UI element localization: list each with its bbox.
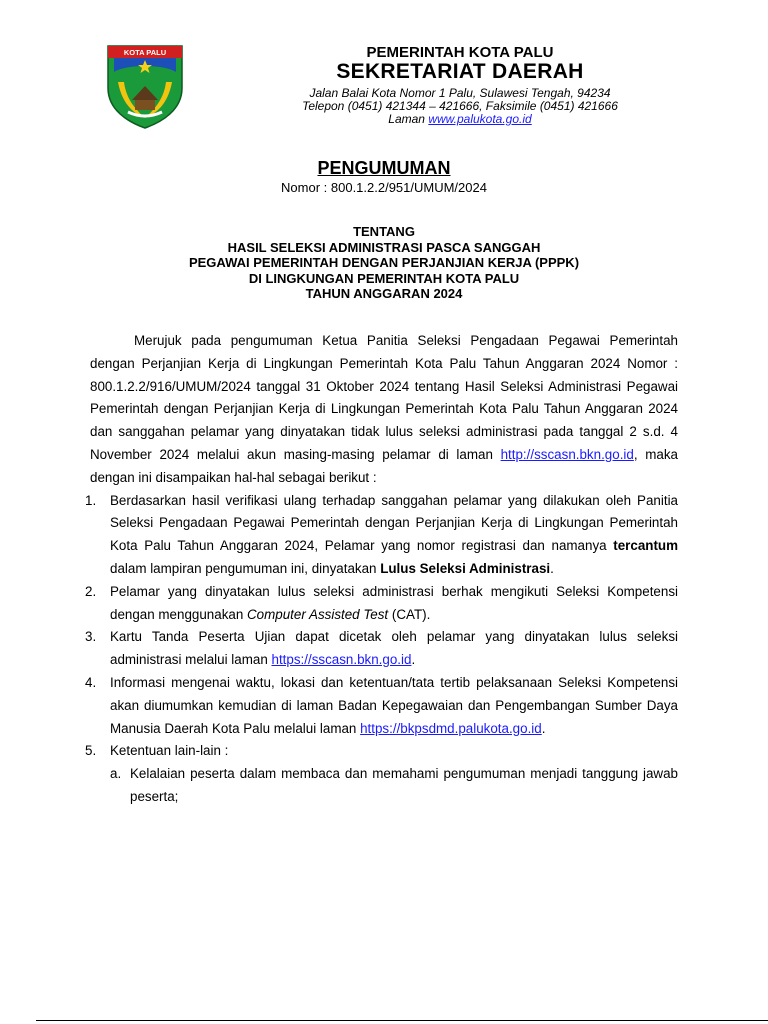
item-text: Informasi mengenai waktu, lokasi dan ketentuan/tata tertib pelaksanaan Seleksi Kompetensi akan diumumkan kemudian di laman Badan Kepegawaian dan Pengembangan Sumber Daya Manusia Daerah Kota Palu melalui laman <box>110 674 678 736</box>
item-text: . <box>541 720 546 736</box>
announcement-title <box>0 158 768 179</box>
sub-item-letter: a. <box>110 766 122 782</box>
footer-divider <box>36 1020 768 1021</box>
item-number: 3. <box>85 629 97 645</box>
subject-line: TENTANG <box>353 224 415 239</box>
points-list <box>85 490 678 809</box>
header-web-link[interactable]: www.palukota.go.id <box>428 112 532 126</box>
item-number: 2. <box>85 583 97 599</box>
announcement-title-text: PENGUMUMAN <box>317 158 451 178</box>
list-item <box>85 490 678 581</box>
header-web <box>250 113 670 126</box>
item-text: Pelamar yang dinyatakan lulus seleksi administrasi berhak mengikuti Seleksi Kompetensi dengan menggunakan <box>110 583 678 622</box>
header-secretariat: SEKRETARIAT DAERAH <box>336 60 584 83</box>
announcement-subject <box>0 224 768 302</box>
item-bold-text: tercantum <box>613 538 678 554</box>
header-government: PEMERINTAH KOTA PALU <box>366 44 554 61</box>
item-italic-text: Computer Assisted Test <box>247 606 389 622</box>
list-item <box>85 581 678 627</box>
item-text: . <box>550 560 554 576</box>
sub-item-text: Kelalaian peserta dalam membaca dan memahami pengumuman menjadi tanggung jawab peserta; <box>130 766 678 804</box>
list-item <box>85 740 678 808</box>
list-item <box>85 672 678 740</box>
item-number: 1. <box>85 492 97 508</box>
list-item <box>85 626 678 672</box>
intro-text-end: , maka dengan ini disampaikan hal-hal sebagai berikut : <box>90 446 678 485</box>
logo-label: KOTA PALU <box>123 48 167 57</box>
header-web-prefix: Laman <box>388 112 429 126</box>
item-text: (CAT). <box>388 606 431 622</box>
item-text: Berdasarkan hasil verifikasi ulang terhadap sanggahan pelamar yang dilakukan oleh Panitia Seleksi Pengadaan Pegawai Pemerintah dengan Perjanjian Kerja di Lingkungan Pemerintah Kota Palu Tahun Anggaran 2024, Pelamar yang nomor registrasi dan namanya <box>110 492 678 554</box>
intro-text: Merujuk pada pengumuman Ketua Panitia Seleksi Pengadaan Pegawai Pemerintah dengan Perjanjian Kerja di Lingkungan Pemerintah Kota Palu Tahun Anggaran 2024 Nomor : 800.1.2.2/916/UMUM/2024 tanggal 31 Oktober 2024 tentang Hasil Seleksi Administrasi Pegawai Pemerintah dengan Perjanjian Kerja di Lingkungan Pemerintah Kota Palu Tahun Anggaran 2024 dan sanggahan pelamar yang dinyatakan tidak lulus seleksi administrasi pada tanggal 2 s.d. 4 November 2024 melalui akun masing-masing pelamar di laman <box>90 333 678 462</box>
sscasn-link[interactable]: http://sscasn.bkn.go.id <box>500 446 634 462</box>
subject-line: HASIL SELEKSI ADMINISTRASI PASCA SANGGAH <box>227 239 541 255</box>
item-number: 4. <box>85 674 97 690</box>
item-text: . <box>411 652 416 668</box>
item-bold-text: Lulus Seleksi Administrasi <box>380 560 551 576</box>
announcement-body <box>85 330 678 809</box>
subject-line: PEGAWAI PEMERINTAH DENGAN PERJANJIAN KERJA (PPPK) <box>188 255 580 270</box>
subject-line: DI LINGKUNGAN PEMERINTAH KOTA PALU <box>248 270 520 286</box>
item-text: dalam lampiran pengumuman ini, dinyatakan <box>110 560 381 576</box>
announcement-number: Nomor : 800.1.2.2/951/UMUM/2024 <box>281 180 487 195</box>
header-address: Jalan Balai Kota Nomor 1 Palu, Sulawesi Tengah, 94234 <box>309 86 611 100</box>
sscasn-https-link[interactable]: https://sscasn.bkn.go.id <box>271 652 412 668</box>
intro-paragraph <box>90 330 678 490</box>
item-text: Kartu Tanda Peserta Ujian dapat dicetak oleh pelamar yang dinyatakan lulus seleksi administrasi melalui laman <box>110 629 678 668</box>
item-number: 5. <box>85 743 97 759</box>
header-address-block <box>250 87 670 126</box>
item-text: Ketentuan lain-lain : <box>110 743 229 759</box>
header-phone: Telepon (0451) 421344 – 421666, Faksimile (0451) 421666 <box>302 99 618 113</box>
kota-palu-logo <box>104 42 186 130</box>
subject-line: TAHUN ANGGARAN 2024 <box>305 286 463 301</box>
sub-list-item <box>110 763 678 809</box>
bkpsdmd-link[interactable]: https://bkpsdmd.palukota.go.id <box>360 720 542 736</box>
